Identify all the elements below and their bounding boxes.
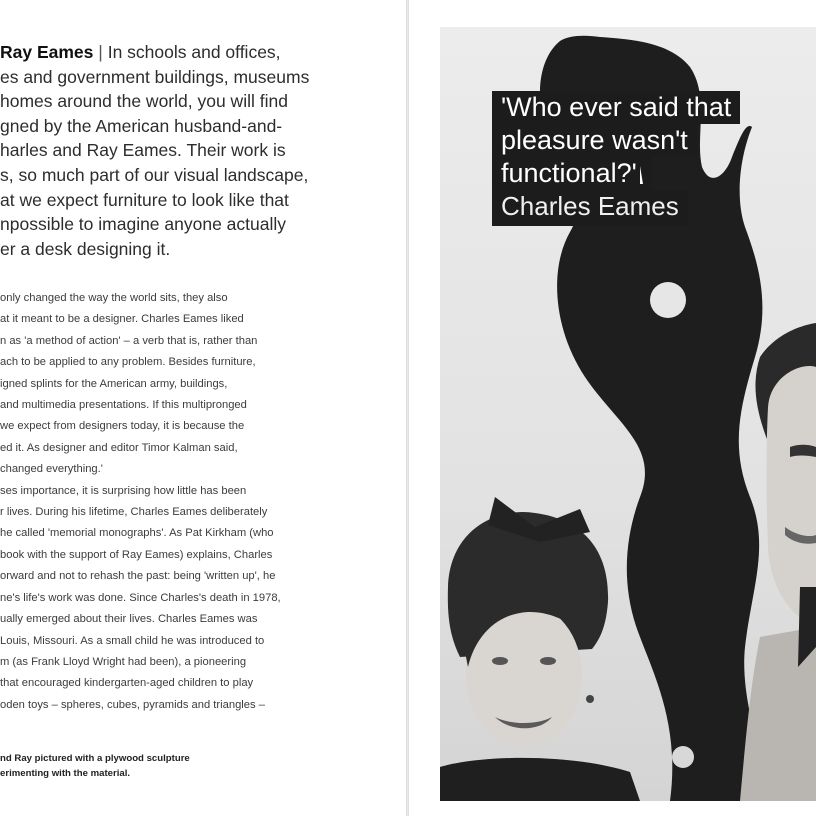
intro-line: er a desk designing it. xyxy=(0,238,171,259)
right-page xyxy=(409,0,816,816)
quote-mark-icon xyxy=(640,166,643,184)
body-paragraph xyxy=(0,288,400,716)
body-line: m (as Frank Lloyd Wright had been), a pioneering xyxy=(0,655,247,668)
body-line: book with the support of Ray Eames) explains, Charles xyxy=(0,548,273,561)
body-line: and multimedia presentations. If this multipronged xyxy=(0,399,247,412)
quote-line: 'Who ever said that xyxy=(492,91,740,124)
sculpture-hole-small xyxy=(672,746,694,768)
intro-line: es and government buildings, museums xyxy=(0,66,310,87)
photo-caption xyxy=(0,751,400,781)
intro-first-line: In schools and offices, xyxy=(107,42,281,62)
intro-line: homes around the world, you will find xyxy=(0,91,288,112)
body-line: Louis, Missouri. As a small child he was introduced to xyxy=(0,634,265,647)
ray-figure xyxy=(440,497,640,801)
eames-photograph xyxy=(440,27,816,801)
intro-line: s, so much part of our visual landscape, xyxy=(0,164,309,185)
intro-line: harles and Ray Eames. Their work is xyxy=(0,140,286,161)
body-line: igned splints for the American army, buildings, xyxy=(0,377,228,390)
quote-line-text: functional?' xyxy=(501,158,637,188)
body-line: changed everything.' xyxy=(0,463,103,476)
sculpture-hole xyxy=(650,282,686,318)
body-line: ne's life's work was done. Since Charles's death in 1978, xyxy=(0,591,281,604)
quote-line xyxy=(492,157,652,190)
body-line: ed it. As designer and editor Timor Kalman said, xyxy=(0,441,238,454)
intro-line xyxy=(0,40,400,65)
intro-line: at we expect furniture to look like that xyxy=(0,189,289,210)
caption-line: erimenting with the material. xyxy=(0,768,131,779)
body-line: ses importance, it is surprising how little has been xyxy=(0,484,247,497)
body-line: at it meant to be a designer. Charles Eames liked xyxy=(0,313,244,326)
body-line: that encouraged kindergarten-aged children to play xyxy=(0,677,254,690)
body-line: we expect from designers today, it is because the xyxy=(0,420,245,433)
body-line: orward and not to rehash the past: being 'written up', he xyxy=(0,570,276,583)
body-line: n as 'a method of action' – a verb that is, rather than xyxy=(0,334,258,347)
intro-line: npossible to imagine anyone actually xyxy=(0,214,287,235)
body-line: only changed the way the world sits, they also xyxy=(0,292,228,304)
intro-line: gned by the American husband-and- xyxy=(0,115,283,136)
quote-line: pleasure wasn't xyxy=(492,124,697,157)
body-line: oden toys – spheres, cubes, pyramids and triangles – xyxy=(0,698,265,711)
body-line: ually emerged about their lives. Charles Eames was xyxy=(0,613,258,626)
body-line: he called 'memorial monographs'. As Pat Kirkham (who xyxy=(0,527,274,540)
quote-attribution: Charles Eames xyxy=(492,190,688,226)
intro-name: Ray Eames xyxy=(0,42,94,62)
intro-separator: | xyxy=(98,42,103,62)
caption-line: nd Ray pictured with a plywood sculpture xyxy=(0,753,190,764)
intro-paragraph xyxy=(0,40,400,261)
body-line: r lives. During his lifetime, Charles Eames deliberately xyxy=(0,506,268,519)
pull-quote xyxy=(492,91,792,226)
body-line: ach to be applied to any problem. Besides furniture, xyxy=(0,356,256,369)
